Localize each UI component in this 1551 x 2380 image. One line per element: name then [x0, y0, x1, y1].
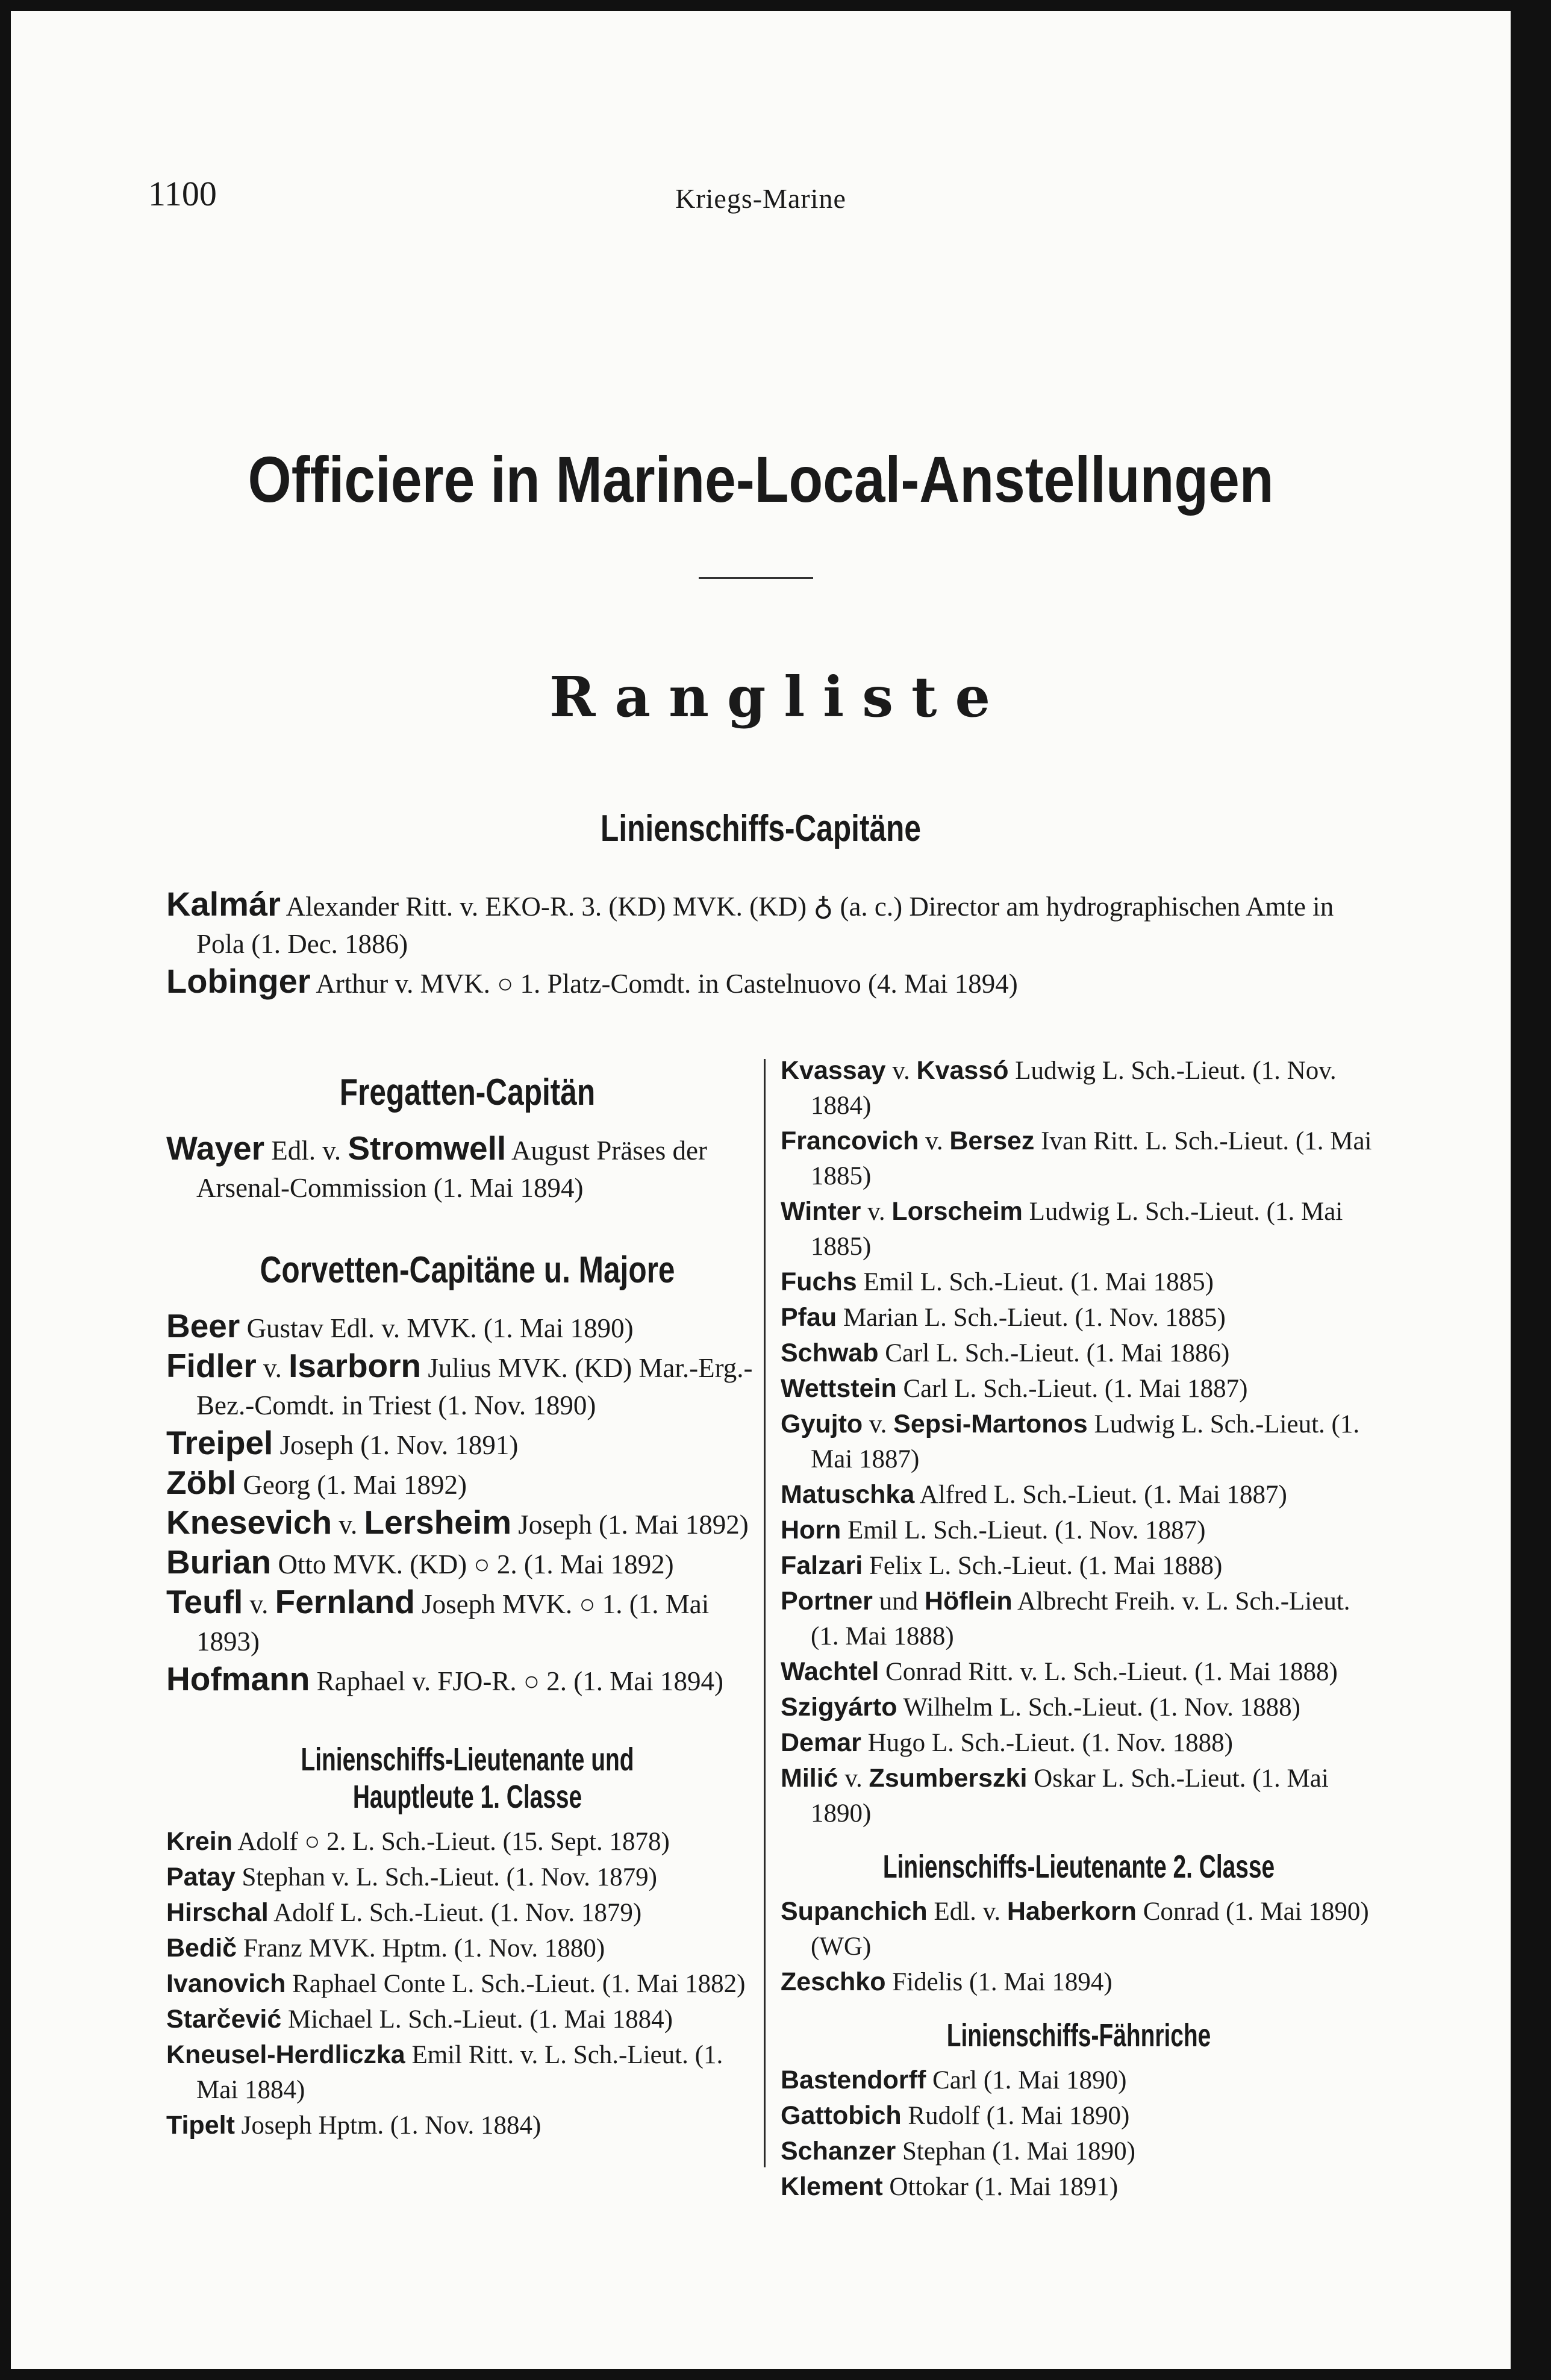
- list-item: [781, 1335, 1377, 1371]
- officer-name: Fuchs: [781, 1267, 857, 1296]
- list-item: [781, 1548, 1377, 1584]
- officer-name: Portner: [781, 1587, 873, 1616]
- officer-name: Milić: [781, 1764, 838, 1793]
- heading-linienschiffs-capitaene: Linienschiffs-Capitäne: [601, 808, 921, 849]
- officer-details: Ivan Ritt. L. Sch.-Lieut. (1. Mai 1885): [811, 1127, 1372, 1190]
- list-item: [781, 1513, 1377, 1548]
- officer-details: Julius MVK. (KD) Mar.-Erg.-Bez.-Comdt. in Triest (1. Nov. 1890): [196, 1353, 753, 1420]
- officer-name: Winter: [781, 1197, 861, 1226]
- officer-details: Joseph (1. Mai 1892): [518, 1510, 749, 1540]
- officer-name: Patay: [166, 1863, 236, 1891]
- list-item: [166, 1583, 769, 1660]
- officer-details: v.: [892, 1057, 910, 1085]
- officer-details: Albrecht Freih. v. L. Sch.-Lieut. (1. Mai 1888): [811, 1587, 1350, 1651]
- list-item: [781, 1407, 1377, 1477]
- officer-name: Kvassay: [781, 1056, 886, 1085]
- officer-name: Hirschal: [166, 1898, 269, 1927]
- document-page: [11, 11, 1511, 2369]
- officer-details: Michael L. Sch.-Lieut. (1. Mai 1884): [288, 2005, 673, 2034]
- officer-name: Starčević: [166, 2005, 282, 2034]
- list-item: [166, 1931, 769, 1966]
- heading-lieutenante-1: Linienschiffs-Lieutenante und Hauptleute 1. Classe: [301, 1741, 634, 1815]
- officer-details: Carl L. Sch.-Lieut. (1. Mai 1887): [903, 1375, 1248, 1403]
- officer-details: und: [879, 1587, 919, 1616]
- officer-details: Edl. v.: [934, 1897, 1001, 1926]
- officer-details: v.: [925, 1127, 943, 1155]
- list-item: [166, 1129, 769, 1207]
- list-item: [166, 1464, 769, 1504]
- officer-details: v.: [263, 1353, 282, 1383]
- officer-name: Fidler: [166, 1347, 257, 1384]
- officer-details: Stephan (1. Mai 1890): [902, 2137, 1135, 2166]
- list-item: [781, 1725, 1377, 1761]
- list-item: [781, 1690, 1377, 1725]
- officer-details: Hugo L. Sch.-Lieut. (1. Nov. 1888): [867, 1729, 1233, 1757]
- officer-details: Ludwig L. Sch.-Lieut. (1. Mai 1885): [811, 1198, 1343, 1261]
- list-item: [781, 1654, 1377, 1690]
- list-item: [166, 1504, 769, 1543]
- list-item: [781, 1264, 1377, 1300]
- list-item: [781, 2134, 1377, 2169]
- officer-name: Szigyárto: [781, 1693, 897, 1722]
- officer-details: Otto MVK. (KD) ○ 2. (1. Mai 1892): [278, 1549, 674, 1579]
- list-item: [781, 1761, 1377, 1831]
- officer-details: Carl L. Sch.-Lieut. (1. Mai 1886): [885, 1339, 1230, 1367]
- officer-details: Ludwig L. Sch.-Lieut. (1. Nov. 1884): [811, 1057, 1337, 1120]
- list-item: [166, 1824, 769, 1860]
- running-head: Kriegs-Marine: [675, 183, 846, 214]
- heading-faehnriche: Linienschiffs-Fähnriche: [946, 2017, 1211, 2054]
- officer-name: Burian: [166, 1543, 272, 1581]
- list-item: [781, 2169, 1377, 2205]
- officer-details: Gustav Edl. v. MVK. (1. Mai 1890): [246, 1313, 634, 1343]
- officer-details: Franz MVK. Hptm. (1. Nov. 1880): [243, 1934, 605, 1963]
- list-item: [781, 1894, 1377, 1964]
- officer-details: Adolf L. Sch.-Lieut. (1. Nov. 1879): [273, 1899, 642, 1927]
- officer-name: Bastendorff: [781, 2066, 926, 2094]
- officer-predicate: Isarborn: [289, 1347, 422, 1384]
- officer-details: Alfred L. Sch.-Lieut. (1. Mai 1887): [919, 1481, 1287, 1509]
- list-item: [781, 1123, 1377, 1194]
- officer-details: Fidelis (1. Mai 1894): [892, 1968, 1113, 1996]
- officer-predicate: Haberkorn: [1006, 1897, 1137, 1926]
- officer-name: Knesevich: [166, 1504, 332, 1541]
- officer-predicate: Kvassó: [916, 1056, 1009, 1085]
- officer-name: Pfau: [781, 1303, 837, 1332]
- list-item: [781, 1371, 1377, 1407]
- list-item: [166, 963, 1371, 1002]
- list-item: [166, 1966, 769, 2002]
- officer-name: Francovich: [781, 1126, 919, 1155]
- officer-name: Lobinger: [166, 962, 311, 1000]
- officer-details: Emil L. Sch.-Lieut. (1. Mai 1885): [863, 1268, 1214, 1296]
- officer-details: v.: [844, 1764, 863, 1793]
- officer-details: v.: [339, 1510, 358, 1540]
- officer-details: Emil Ritt. v. L. Sch.-Lieut. (1. Mai 1884): [196, 2041, 723, 2104]
- officer-details: Arthur v. MVK. ○ 1. Platz-Comdt. in Castelnuovo (4. Mai 1894): [316, 969, 1018, 999]
- heading-lieutenante-2: Linienschiffs-Lieutenante 2. Classe: [882, 1849, 1275, 1885]
- list-item: [166, 1895, 769, 1931]
- list-item: [781, 2098, 1377, 2134]
- officer-name: Tipelt: [166, 2111, 235, 2140]
- list-item: [166, 1660, 769, 1700]
- list-item: [166, 2002, 769, 2037]
- officer-name: Bedič: [166, 1934, 237, 1963]
- heading-corvetten-capitaene: Corvetten-Capitäne u. Majore: [260, 1249, 675, 1291]
- officer-name: Zöbl: [166, 1464, 237, 1501]
- officer-predicate: Zsumberszki: [869, 1764, 1028, 1793]
- officer-name: Falzari: [781, 1551, 863, 1580]
- officer-details: Raphael v. FJO-R. ○ 2. (1. Mai 1894): [316, 1666, 724, 1696]
- list-linienschiffs-capitaene: [166, 885, 1371, 1002]
- officer-predicate: Bersez: [949, 1126, 1035, 1155]
- officer-details: Raphael Conte L. Sch.-Lieut. (1. Mai 1882): [292, 1970, 746, 1998]
- officer-details: Carl (1. Mai 1890): [932, 2066, 1127, 2094]
- list-item: [166, 1543, 769, 1583]
- right-column: [781, 1053, 1377, 2205]
- officer-name: Krein: [166, 1827, 232, 1856]
- officer-name: Ivanovich: [166, 1969, 286, 1998]
- officer-details: Emil L. Sch.-Lieut. (1. Nov. 1887): [847, 1516, 1206, 1545]
- officer-details: Marian L. Sch.-Lieut. (1. Nov. 1885): [843, 1304, 1226, 1332]
- officer-details: Rudolf (1. Mai 1890): [908, 2102, 1130, 2130]
- officer-name: Wayer: [166, 1129, 265, 1167]
- title-divider: [699, 577, 813, 579]
- list-item: [781, 1300, 1377, 1335]
- list-item: [781, 1584, 1377, 1654]
- officer-name: Matuschka: [781, 1480, 915, 1509]
- officer-details: Joseph Hptm. (1. Nov. 1884): [241, 2111, 541, 2140]
- officer-name: Supanchich: [781, 1897, 928, 1926]
- officer-details: v.: [249, 1589, 269, 1619]
- officer-predicate: Lorscheim: [891, 1197, 1023, 1226]
- officer-name: Horn: [781, 1516, 841, 1545]
- officer-name: Wachtel: [781, 1657, 879, 1686]
- officer-details: Conrad Ritt. v. L. Sch.-Lieut. (1. Mai 1888): [885, 1658, 1338, 1686]
- officer-name: Kneusel-Herdliczka: [166, 2040, 405, 2069]
- officer-details: Joseph (1. Nov. 1891): [279, 1430, 519, 1460]
- list-item: [781, 2063, 1377, 2098]
- officer-name: Klement: [781, 2172, 883, 2201]
- list-item: [166, 1424, 769, 1464]
- officer-details: Felix L. Sch.-Lieut. (1. Mai 1888): [869, 1552, 1223, 1580]
- officer-predicate: Lersheim: [364, 1504, 512, 1541]
- officer-details: Adolf ○ 2. L. Sch.-Lieut. (15. Sept. 1878): [237, 1828, 670, 1856]
- officer-name: Beer: [166, 1307, 240, 1345]
- officer-predicate: Höflein: [924, 1587, 1013, 1616]
- officer-name: Wettstein: [781, 1374, 897, 1403]
- officer-name: Treipel: [166, 1424, 273, 1461]
- officer-details: Alexander Ritt. v. EKO-R. 3. (KD) MVK. (KD) ♁ (a. c.) Director am hydrographischen Amte in Pola (1. Dec. 1886): [196, 892, 1334, 959]
- officer-predicate: Sepsi-Martonos: [893, 1410, 1088, 1438]
- page-number: 1100: [148, 174, 217, 213]
- officer-name: Zeschko: [781, 1967, 886, 1996]
- officer-predicate: Fernland: [275, 1583, 415, 1620]
- officer-details: Ludwig L. Sch.-Lieut. (1. Mai 1887): [811, 1410, 1360, 1473]
- list-item: [166, 885, 1371, 963]
- list-item: [781, 1053, 1377, 1123]
- officer-details: v.: [867, 1198, 885, 1226]
- heading-fregatten-capitaen: Fregatten-Capitän: [339, 1072, 596, 1113]
- list-item: [166, 2037, 769, 2108]
- officer-details: Stephan v. L. Sch.-Lieut. (1. Nov. 1879): [242, 1863, 657, 1891]
- list-item: [781, 1964, 1377, 2000]
- officer-name: Kalmár: [166, 885, 281, 923]
- left-column: [166, 1053, 769, 2143]
- subtitle: Rangliste: [549, 664, 1009, 729]
- officer-details: Edl. v.: [271, 1135, 342, 1166]
- officer-name: Gyujto: [781, 1410, 863, 1438]
- list-item: [781, 1477, 1377, 1513]
- officer-details: Wilhelm L. Sch.-Lieut. (1. Nov. 1888): [903, 1693, 1300, 1722]
- officer-details: v.: [869, 1410, 887, 1438]
- list-item: [166, 2108, 769, 2143]
- officer-name: Teufl: [166, 1583, 243, 1620]
- officer-name: Hofmann: [166, 1660, 310, 1698]
- officer-predicate: Stromwell: [348, 1129, 507, 1167]
- officer-details: Oskar L. Sch.-Lieut. (1. Mai 1890): [811, 1764, 1329, 1828]
- officer-details: August Präses der Arsenal-Commission (1. Mai 1894): [196, 1135, 707, 1203]
- officer-details: Georg (1. Mai 1892): [243, 1470, 467, 1500]
- page-title: Officiere in Marine-Local-Anstellungen: [248, 443, 1274, 516]
- officer-details: Ottokar (1. Mai 1891): [889, 2173, 1119, 2201]
- list-item: [166, 1860, 769, 1895]
- officer-name: Schanzer: [781, 2137, 896, 2166]
- officer-name: Gattobich: [781, 2101, 902, 2130]
- list-item: [166, 1347, 769, 1424]
- officer-details: Conrad (1. Mai 1890) (WG): [811, 1897, 1369, 1961]
- officer-details: Joseph MVK. ○ 1. (1. Mai 1893): [196, 1589, 710, 1657]
- officer-name: Schwab: [781, 1338, 879, 1367]
- officer-name: Demar: [781, 1728, 861, 1757]
- list-item: [166, 1307, 769, 1347]
- list-item: [781, 1194, 1377, 1264]
